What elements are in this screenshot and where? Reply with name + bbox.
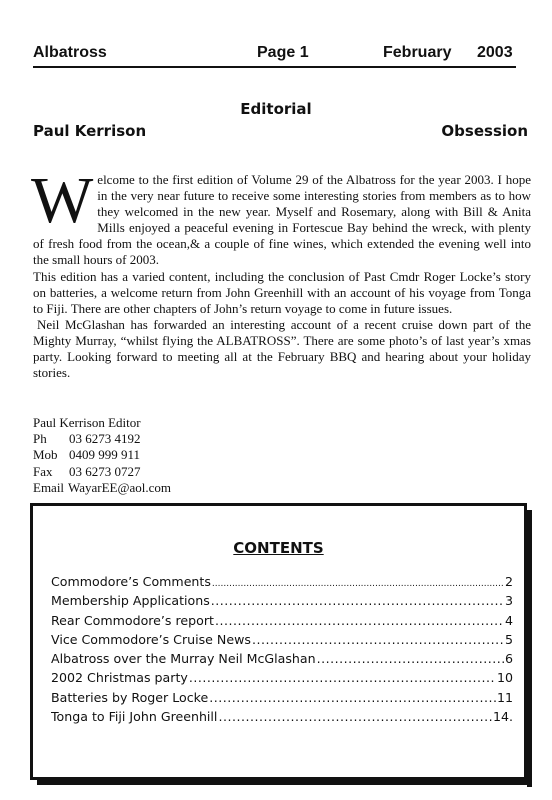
phone-number: 03 6273 4192 [69, 431, 141, 447]
mobile-label: Mob [33, 447, 58, 463]
editorial-body [31, 164, 531, 381]
leader-dots [317, 651, 504, 666]
contents-item-title: Batteries by Roger Locke [51, 689, 209, 705]
contents-item-page: 10 [496, 670, 513, 686]
leader-dots [252, 632, 504, 647]
phone-label: Ph [33, 431, 47, 447]
contents-item-title: Membership Applications [51, 593, 210, 609]
editorial-paragraph [33, 317, 531, 381]
paragraph-text: This edition has a varied content, including the conclusion of Past Cmdr Roger Locke’s story on batteries, a welcome return from John Greenhill with an account of his voyage from Tonga to Fiji. There are other chapters of John’s return voyage to come in future issues. [33, 268, 531, 316]
fax-label: Fax [33, 463, 53, 479]
editorial-author: Paul Kerrison [33, 122, 147, 140]
contents-item-title: Albatross over the Murray Neil McGlashan [51, 651, 316, 667]
contents-shadow [37, 780, 532, 785]
contents-item [51, 709, 513, 728]
leader-dots [215, 613, 504, 628]
editor-name: Paul Kerrison Editor [33, 415, 141, 430]
leader-dots [211, 593, 504, 608]
contents-item [51, 632, 513, 651]
contents-box [30, 503, 527, 780]
leader-dots [209, 690, 496, 705]
paragraph-text: elcome to the first edition of Volume 29 of the Albatross for the year 2003. I hope in the very near future to receive some interesting stories from members as to how they welcomed in the new year. Myself and Rosemary, along with Bill & Anita Mills enjoyed a peaceful evening in Fortescue Bay behind the wreck, with plenty of fresh food from the ocean,& a couple of fine wines, which extended the evening well into the small hours of 2003. [33, 172, 531, 268]
fax-number: 03 6273 0727 [69, 463, 141, 479]
publication-name: Albatross [33, 44, 107, 61]
contents-item-page: 11 [496, 689, 513, 705]
contents-item-title: Vice Commodore’s Cruise News [51, 631, 251, 647]
editorial-topic: Obsession [441, 122, 528, 140]
drop-cap: W [31, 164, 94, 237]
email-row [33, 480, 171, 496]
contents-item-page: 5 [504, 631, 513, 647]
page-number: Page 1 [257, 44, 309, 61]
mobile-row [33, 447, 171, 463]
paragraph-text: Neil McGlashan has forwarded an interesting account of a recent cruise down part of the Mighty Murray, “whilst flying the ALBATROSS”. There are some photo’s of last year’s xmas party. Looking forward to meeting all at the February BBQ and hearing about your holiday stories. [33, 316, 531, 381]
page-header [33, 40, 516, 68]
phone-row [33, 431, 171, 447]
contents-item-title: 2002 Christmas party [51, 670, 188, 686]
fax-row [33, 464, 171, 480]
contents-item [51, 574, 513, 593]
contents-item-title: Tonga to Fiji John Greenhill [51, 709, 218, 725]
editor-contact [33, 415, 171, 496]
contents-shadow [527, 510, 532, 787]
email-label: Email [33, 479, 65, 495]
header-rule [33, 66, 516, 68]
email-address: WayarEE@aol.com [68, 479, 171, 495]
contents-item [51, 613, 513, 632]
issue-year: 2003 [477, 44, 513, 61]
contents-item-page: 3 [504, 593, 513, 609]
contents-item [51, 593, 513, 612]
contents-item [51, 690, 513, 709]
contents-item [51, 651, 513, 670]
contents-item [51, 670, 513, 689]
contents-item-title: Commodore’s Comments [51, 574, 211, 589]
contents-item-page: 2 [504, 574, 513, 589]
contents-item-page: 14. [492, 709, 513, 725]
issue-month: February [383, 44, 452, 61]
contents-item-page: 4 [504, 612, 513, 628]
leader-dots [189, 670, 496, 685]
contents-item-title: Rear Commodore’s report [51, 612, 214, 628]
mobile-number: 0409 999 911 [69, 447, 141, 463]
leader-dots [212, 574, 504, 589]
contents-title: CONTENTS [233, 539, 324, 557]
editorial-paragraph [31, 164, 531, 269]
leader-dots [218, 709, 492, 724]
editorial-title: Editorial [240, 100, 312, 118]
contents-list [51, 574, 513, 728]
contents-item-page: 6 [504, 651, 513, 667]
editorial-paragraph [33, 269, 531, 317]
